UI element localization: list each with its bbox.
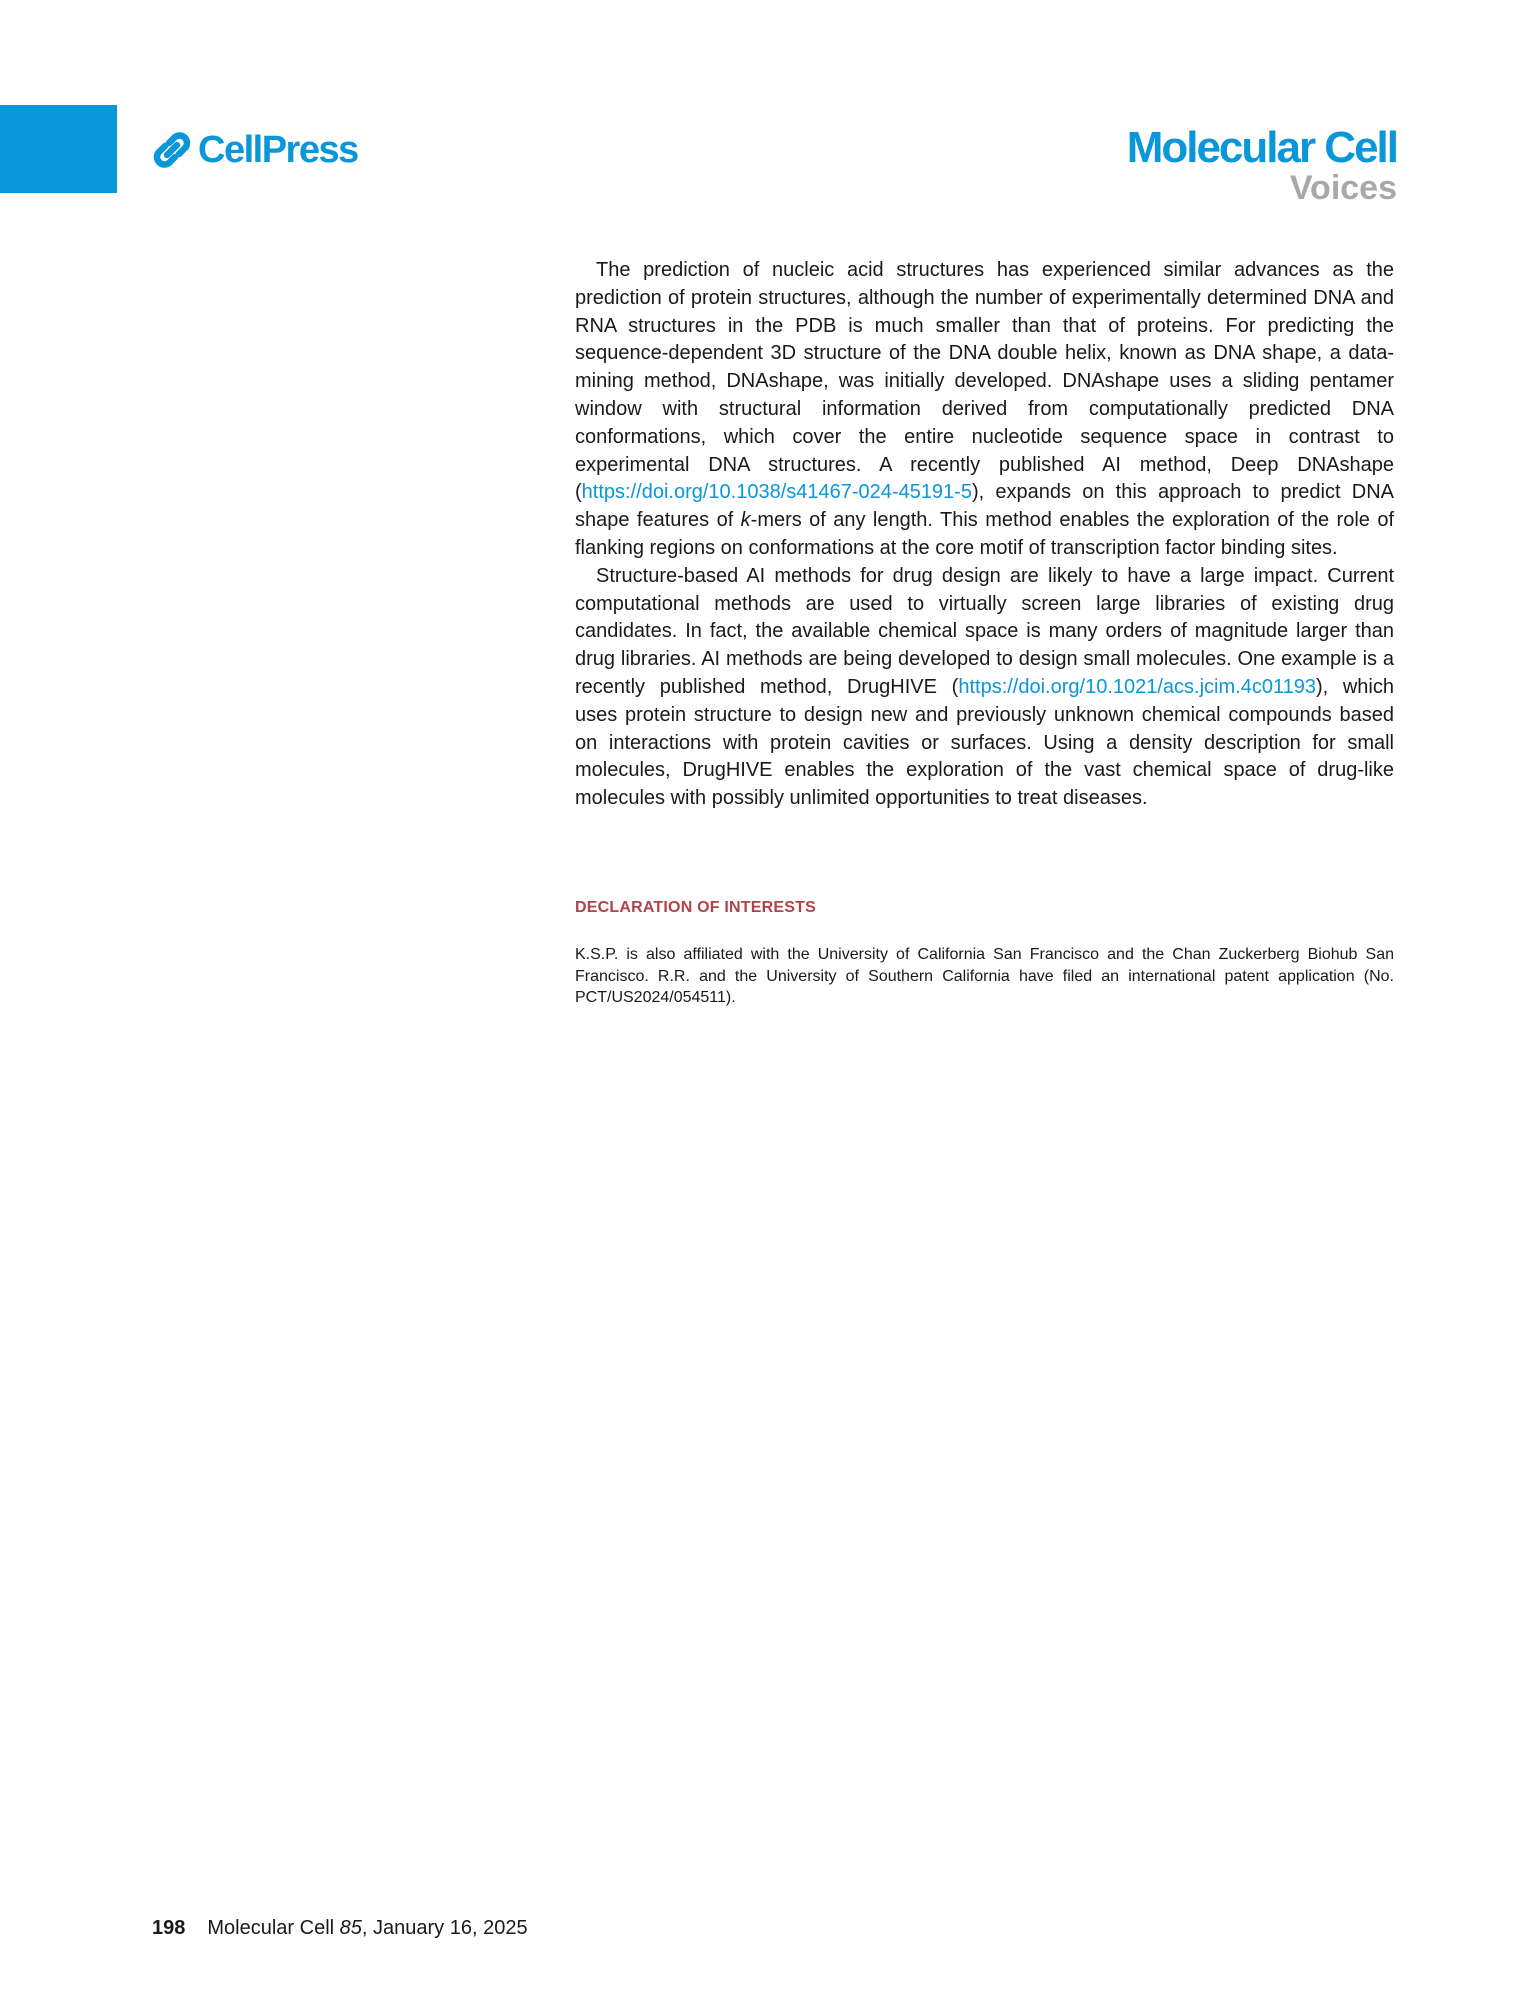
journal-section-label: Voices xyxy=(1289,169,1397,207)
declaration-heading: DECLARATION OF INTERESTS xyxy=(575,899,816,916)
header-color-tab xyxy=(0,105,117,193)
paragraph-nucleic-acid-prediction: The prediction of nucleic acid structures has experienced similar advances as the prediction of protein structures, although the number of experimentally determined DNA and RNA structures in the PDB is much smaller than that of proteins. For predicting the sequence-dependent 3D structure of the DNA double helix, known as DNA shape, a data-mining method, DNAshape, was initially developed. DNAshape uses a sliding pentamer window with structural information derived from computationally predicted DNA conformations, which cover the entire nucleotide sequence space in contrast to experimental DNA structures. A recently published AI method, Deep DNAshape (https://doi.org/10.1038/s41467-024-45191-5), expands on this approach to predict DNA shape features of k-mers of any length. This method enables the exploration of the role of flanking regions on conformations at the core motif of transcription factor binding sites. xyxy=(575,259,1395,559)
journal-title: Molecular Cell xyxy=(1126,123,1397,172)
footer-date: , January 16, 2025 xyxy=(361,1917,528,1939)
cellpress-logo[interactable] xyxy=(152,128,358,172)
footer-volume: 85 xyxy=(339,1917,362,1939)
article-body xyxy=(575,257,1394,813)
cellpress-link-icon xyxy=(152,130,192,170)
declaration-text: K.S.P. is also affiliated with the University of California San Francisco and the Chan Zuckerberg Biohub San Francisco. R.R. and the University of Southern California have filed an international patent application (No. PCT/US2024/054511). xyxy=(575,946,1394,1006)
paragraph-drug-design: Structure-based AI methods for drug design are likely to have a large impact. Current computational methods are used to virtually screen large libraries of existing drug candidates. In fact, the available chemical space is many orders of magnitude larger than drug libraries. AI methods are being developed to design small molecules. One example is a recently published method, DrugHIVE (https://doi.org/10.1021/acs.jcim.4c01193), which uses protein structure to design new and previously unknown chemical compounds based on interactions with protein cavities or surfaces. Using a density description for small molecules, DrugHIVE enables the exploration of the vast chemical space of drug-like molecules with possibly unlimited opportunities to treat diseases. xyxy=(575,564,1394,810)
page-number: 198 xyxy=(152,1917,186,1939)
drughive-doi-link[interactable]: https://doi.org/10.1021/acs.jcim.4c01193 xyxy=(958,675,1316,698)
page-footer xyxy=(152,1916,528,1940)
deep-dnashape-doi-link[interactable]: https://doi.org/10.1038/s41467-024-45191-5 xyxy=(581,481,972,504)
cellpress-wordmark: CellPress xyxy=(198,129,358,171)
footer-journal: Molecular Cell xyxy=(207,1917,335,1939)
